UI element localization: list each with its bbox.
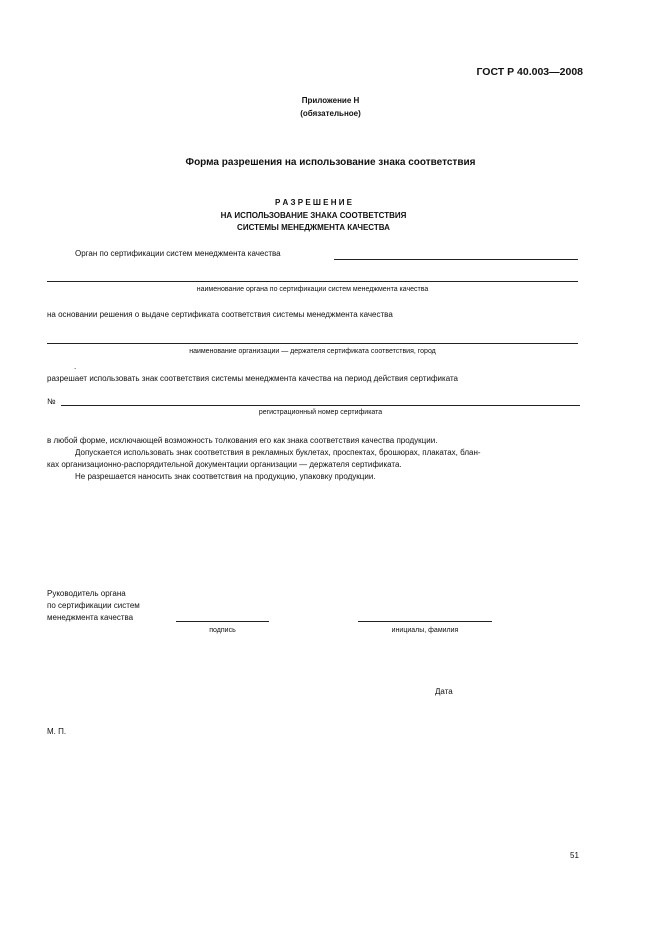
holder-caption: наименование организации — держателя сертификата соответствия, город: [189, 348, 436, 355]
appendix-status: (обязательное): [300, 109, 361, 118]
permit-heading-line2: НА ИСПОЛЬЗОВАНИЕ ЗНАКА СООТВЕТСТВИЯ: [220, 211, 407, 220]
stamp-label: М. П.: [47, 727, 67, 736]
permit-heading-line1: Р А З Р Е Ш Е Н И Е: [274, 198, 353, 207]
dot-mark: .: [74, 362, 77, 371]
permits-text: разрешает использовать знак соответствия системы менеджмента качества на период действия сертификата: [47, 374, 458, 383]
organ-field-line: [334, 259, 578, 260]
signature-field-line: [176, 621, 269, 622]
permit-heading-line3: СИСТЕМЫ МЕНЕДЖМЕНТА КАЧЕСТВА: [237, 223, 390, 232]
form-title: Форма разрешения на использование знака соответствия: [185, 157, 476, 168]
standard-number: ГОСТ Р 40.003—2008: [476, 66, 583, 78]
organ-caption: наименование органа по сертификации систем менеджмента качества: [196, 286, 429, 293]
holder-field-line: [47, 343, 578, 344]
number-field-line: [61, 405, 580, 406]
organ-name-field-line: [47, 281, 578, 282]
basis-text: на основании решения о выдаче сертификата соответствия системы менеджмента качества: [47, 310, 393, 319]
page-number: 51: [570, 851, 579, 860]
organ-label: Орган по сертификации систем менеджмента качества: [75, 249, 281, 258]
any-form-text: в любой форме, исключающей возможность толкования его как знака соответствия качества продукции.: [47, 436, 438, 445]
name-caption: инициалы, фамилия: [391, 627, 459, 634]
forbidden-text: Не разрешается наносить знак соответствия на продукцию, упаковку продукции.: [75, 472, 376, 481]
name-field-line: [358, 621, 492, 622]
head-line2: по сертификации систем: [47, 601, 140, 610]
head-line3: менеджмента качества: [47, 613, 134, 622]
head-line1: Руководитель органа: [47, 589, 126, 598]
number-caption: регистрационный номер сертификата: [258, 409, 383, 416]
allowed-text-line2: ках организационно-распорядительной документации организации — держателя сертификата.: [47, 460, 402, 469]
number-label: №: [47, 397, 56, 406]
date-label: Дата: [435, 687, 453, 696]
signature-caption: подпись: [209, 627, 236, 634]
allowed-text-line1: Допускается использовать знак соответствия в рекламных буклетах, проспектах, брошюрах, плакатах, блан-: [75, 448, 481, 457]
appendix-title: Приложение Н: [301, 96, 360, 105]
